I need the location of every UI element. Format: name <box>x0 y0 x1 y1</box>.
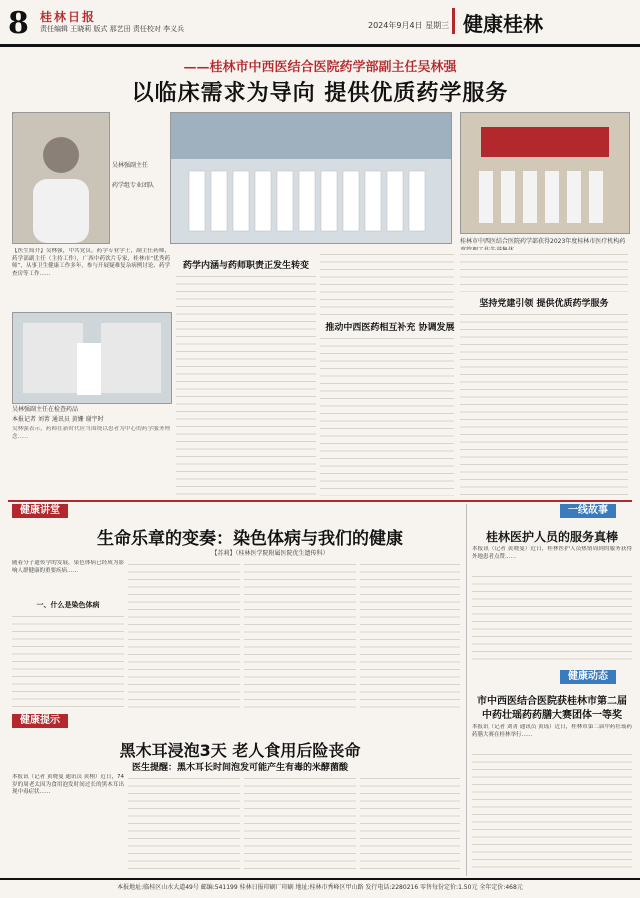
dynamics-headline-1: 市中西医结合医院获桂林市第二届 <box>477 696 627 707</box>
tips-body-text: 本报讯（记者 黄晓曼 通讯员 黄栩）近日，74岁的周老太因为食用泡发时间过长的黑木耳出现中毒症状…… <box>12 774 124 795</box>
inspection-photo <box>12 312 172 404</box>
author-line: 本报记者 刘菁 通讯员 黄姗 谢宇时 <box>12 416 104 423</box>
lecture-body-col2 <box>128 560 240 710</box>
award-photo <box>460 112 630 234</box>
person-icon <box>13 113 109 243</box>
dynamics-band: 健康动态 <box>560 670 616 684</box>
award-icon <box>461 113 629 233</box>
lecture-band: 健康讲堂 <box>12 504 68 518</box>
pharmacy-shelf-icon <box>13 313 171 403</box>
feature-subhead-3: 坚持党建引领 提供优质药学服务 <box>479 299 609 309</box>
lecture-subhead-1: 一、什么是染色体病 <box>36 601 100 609</box>
feature-subhead-1: 药学内涵与药师职责正发生转变 <box>182 261 309 271</box>
consult-caption: 药学组专业团队 <box>112 182 155 189</box>
portrait-photo <box>12 112 110 244</box>
feature-bottom-rule <box>8 500 632 502</box>
feature-headline: 以临床需求为导向 提供优质药学服务 <box>131 81 509 106</box>
lecture-byline: 【苏莉】（桂林医学院附属医院优生遗传科） <box>211 550 329 557</box>
award-caption: 桂林市中西医结合医院药学部获得2023年度桂林市医疗机构药 <box>460 238 626 245</box>
feature-kicker: ——桂林市中西医结合医院药学部副主任吴林强 <box>183 60 457 75</box>
lecture-body-col1b <box>12 612 124 710</box>
dynamics-body-lines <box>472 750 632 874</box>
inspection-caption: 吴林强副主任在检查药品 <box>12 406 79 413</box>
tips-headline: 黑木耳浸泡3天 老人食用后险丧命 <box>119 741 361 760</box>
dynamics-body-text: 本报讯（记者 刘菁 通讯员 黄瑶）近日，桂林市第二届中药壮瑶药药膳大赛在桂林举行…… <box>472 724 632 738</box>
feature-body-col4-top <box>460 250 628 292</box>
tips-body-col3 <box>244 774 356 874</box>
feature-body-col2 <box>176 272 316 496</box>
doctor-intro: 【医生简介】吴林强，中共党员，药学专业学士，副主任药师，药学部副主任（主持工作），广西中药饮片专家，桂林市“优秀药师”，从事卫生健康工作多年，参与开展疑难复杂病例讨论、药学查房等工作…… <box>12 248 170 277</box>
tips-subhead: 医生提醒：黑木耳长时间泡发可能产生有毒的米酵菌酸 <box>131 763 348 773</box>
group-photo-icon <box>171 113 451 243</box>
lecture-body-col4 <box>360 560 460 710</box>
right-column-divider <box>466 504 467 876</box>
issue-date: 2024年9月4日 星期三 <box>368 21 450 30</box>
editor-credits: 责任编辑 王晓莉 版式 那艺田 责任校对 李义兵 <box>40 25 185 33</box>
section-title: 健康桂林 <box>452 8 583 34</box>
frontline-body-lines <box>472 572 632 666</box>
tips-body-col2 <box>128 774 240 874</box>
masthead-rule <box>0 44 640 47</box>
lecture-body-col3 <box>244 560 356 710</box>
tips-band: 健康提示 <box>12 714 68 728</box>
frontline-band: 一线故事 <box>560 504 616 518</box>
feature-body-col3 <box>320 334 454 496</box>
lecture-body-text: 随着分子遗传学的发展，染色体病已经成为影响人群健康的重要疾病…… <box>12 560 124 574</box>
frontline-body-text: 本报讯（记者 黄晓曼）近日，桂林医护人员热情周到的服务获得外地患者点赞…… <box>472 546 632 560</box>
frontline-headline: 桂林医护人员的服务真棒 <box>485 530 618 544</box>
feature-body-col3-top <box>320 250 454 316</box>
feature-body-col4 <box>460 310 628 496</box>
dynamics-headline-2: 中药壮瑶药药膳大赛团体一等奖 <box>482 710 622 721</box>
team-photo <box>170 112 452 244</box>
page-number: 8 <box>8 6 29 41</box>
masthead <box>0 0 640 46</box>
portrait-caption: 吴林强副主任 <box>112 162 149 169</box>
feature-body-text: 吴林强表示，药师在新时代应当围绕以患者为中心的药学服务理念…… <box>12 426 170 440</box>
tips-body-col1 <box>12 774 124 874</box>
tips-body-col4 <box>360 774 460 874</box>
page-footer: 本报地址:临桂区山水大道49号 邮编:541199 桂林日报印刷厂印刷 地址:桂林市秀峰区甲山路 发行电话:2280216 零售每份定价:1.50元 全年定价:468元 <box>0 878 640 898</box>
lecture-headline: 生命乐章的变奏：染色体病与我们的健康 <box>97 529 403 549</box>
paper-name: 桂林日报 <box>40 10 97 24</box>
feature-subhead-2: 推动中西医药相互补充 协调发展 <box>325 323 455 333</box>
feature-body-col1 <box>12 426 170 496</box>
